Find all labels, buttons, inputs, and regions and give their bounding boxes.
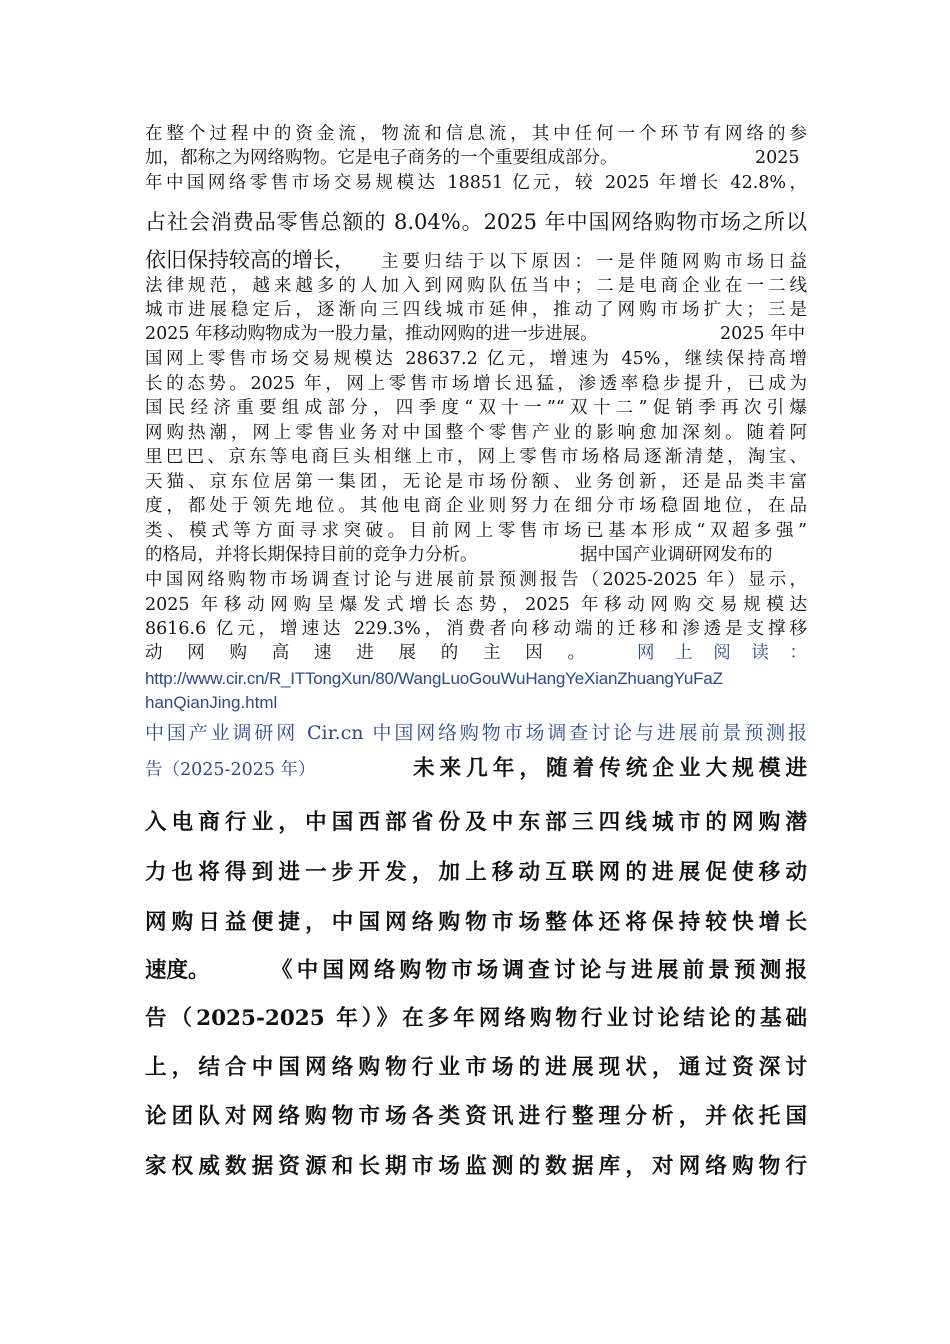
paragraph-line: 里巴巴、京东等电商巨头相继上市，网上零售市场格局逐渐清楚，淘宝、 bbox=[145, 447, 807, 467]
paragraph-line: 加，都称之为网络购物。它是电子商务的一个重要组成部分。 bbox=[145, 148, 618, 168]
paragraph-line: 占社会消费品零售总额的 8.04%。2025 年中国网络购物市场之所以 bbox=[145, 210, 807, 234]
paragraph-line: 国民经济重要组成部分，四季度“双十一”“双十二”促销季再次引爆 bbox=[145, 398, 807, 418]
report-url-link[interactable]: http://www.cir.cn/R_ITTongXun/80/WangLuoGouWuHangYeXianZhuangYuFaZ bbox=[145, 669, 723, 688]
report-url-link-continued[interactable]: hanQianJing.html bbox=[145, 693, 278, 712]
paragraph-line: 年中国网络零售市场交易规模达 18851 亿元，较 2025 年增长 42.8%， bbox=[145, 173, 807, 193]
paragraph-line: 国网上零售市场交易规模达 28637.2 亿元，增速为 45%，继续保持高增 bbox=[145, 349, 807, 369]
paragraph-line: 据中国产业调研网发布的 bbox=[580, 545, 773, 565]
paragraph-line-bold: 网购日益便捷，中国网络购物市场整体还将保持较快增长 bbox=[145, 910, 807, 935]
paragraph-line: 法律规范，越来越多的人加入到网购队伍当中；二是电商企业在一二线 bbox=[145, 276, 807, 296]
paragraph-line: 8616.6 亿元，增速达 229.3%，消费者向移动端的迁移和渗透是支撑移 bbox=[145, 619, 807, 639]
paragraph-line-bold: 家权威数据资源和长期市场监测的数据库，对网络购物行 bbox=[145, 1154, 807, 1179]
report-title-link[interactable]: 中国产业调研网 Cir.cn 中国网络购物市场调查讨论与进展前景预测报 bbox=[145, 722, 807, 744]
report-title-link-continued[interactable]: 告（2025-2025 年） bbox=[145, 760, 316, 780]
paragraph-line-bold: 未来几年，随着传统企业大规模进 bbox=[413, 756, 807, 781]
paragraph-line: 网购热潮，网上零售业务对中国整个零售产业的影响愈加深刻。随着阿 bbox=[145, 423, 807, 443]
paragraph-line-bold: 力也将得到进一步开发，加上移动互联网的进展促使移动 bbox=[145, 860, 807, 885]
paragraph-line: 中国网络购物市场调查讨论与进展前景预测报告（2025-2025 年）显示， bbox=[145, 570, 807, 590]
paragraph-line: 2025 bbox=[755, 148, 800, 168]
paragraph-line: 2025 年移动购物成为一股力量，推动网购的进一步进展。 bbox=[145, 324, 598, 344]
paragraph-line-bold: 速度。 bbox=[145, 958, 210, 983]
paragraph-line: 依旧保持较高的增长， bbox=[145, 248, 355, 272]
online-reading-label: 网上阅读： bbox=[637, 643, 807, 663]
paragraph-line: 的格局，并将长期保持目前的竞争力分析。 bbox=[145, 545, 478, 565]
paragraph-line: 类、模式等方面寻求突破。目前网上零售市场已基本形成“双超多强” bbox=[145, 521, 807, 541]
paragraph-line: 长的态势。2025 年，网上零售市场增长迅猛，渗透率稳步提升，已成为 bbox=[145, 374, 807, 394]
paragraph-line: 动网购高速进展的主因。 bbox=[145, 643, 585, 663]
paragraph-line: 城市进展稳定后，逐渐向三四线城市延伸，推动了网购市场扩大；三是 bbox=[145, 300, 807, 320]
paragraph-line: 2025 年中 bbox=[720, 324, 806, 344]
paragraph-line-bold: 告（2025-2025 年）》在多年网络购物行业讨论结论的基础 bbox=[145, 1006, 807, 1031]
paragraph-line: 2025 年移动网购呈爆发式增长态势，2025 年移动网购交易规模达 bbox=[145, 595, 807, 615]
paragraph-line-bold: 论团队对网络购物市场各类资讯进行整理分析，并依托国 bbox=[145, 1104, 807, 1129]
paragraph-line: 在整个过程中的资金流，物流和信息流，其中任何一个环节有网络的参 bbox=[145, 124, 807, 144]
paragraph-line-bold: 上，结合中国网络购物行业市场的进展现状，通过资深讨 bbox=[145, 1055, 807, 1080]
paragraph-line: 天猫、京东位居第一集团，无论是市场份额、业务创新，还是品类丰富 bbox=[145, 472, 807, 492]
paragraph-line-bold: 入电商行业，中国西部省份及中东部三四线城市的网购潜 bbox=[145, 810, 807, 835]
paragraph-line: 主要归结于以下原因：一是伴随网购市场日益 bbox=[381, 252, 807, 272]
paragraph-line: 度，都处于领先地位。其他电商企业则努力在细分市场稳固地位，在品 bbox=[145, 496, 807, 516]
paragraph-line-bold: 《中国网络购物市场调查讨论与进展前景预测报 bbox=[271, 958, 807, 983]
